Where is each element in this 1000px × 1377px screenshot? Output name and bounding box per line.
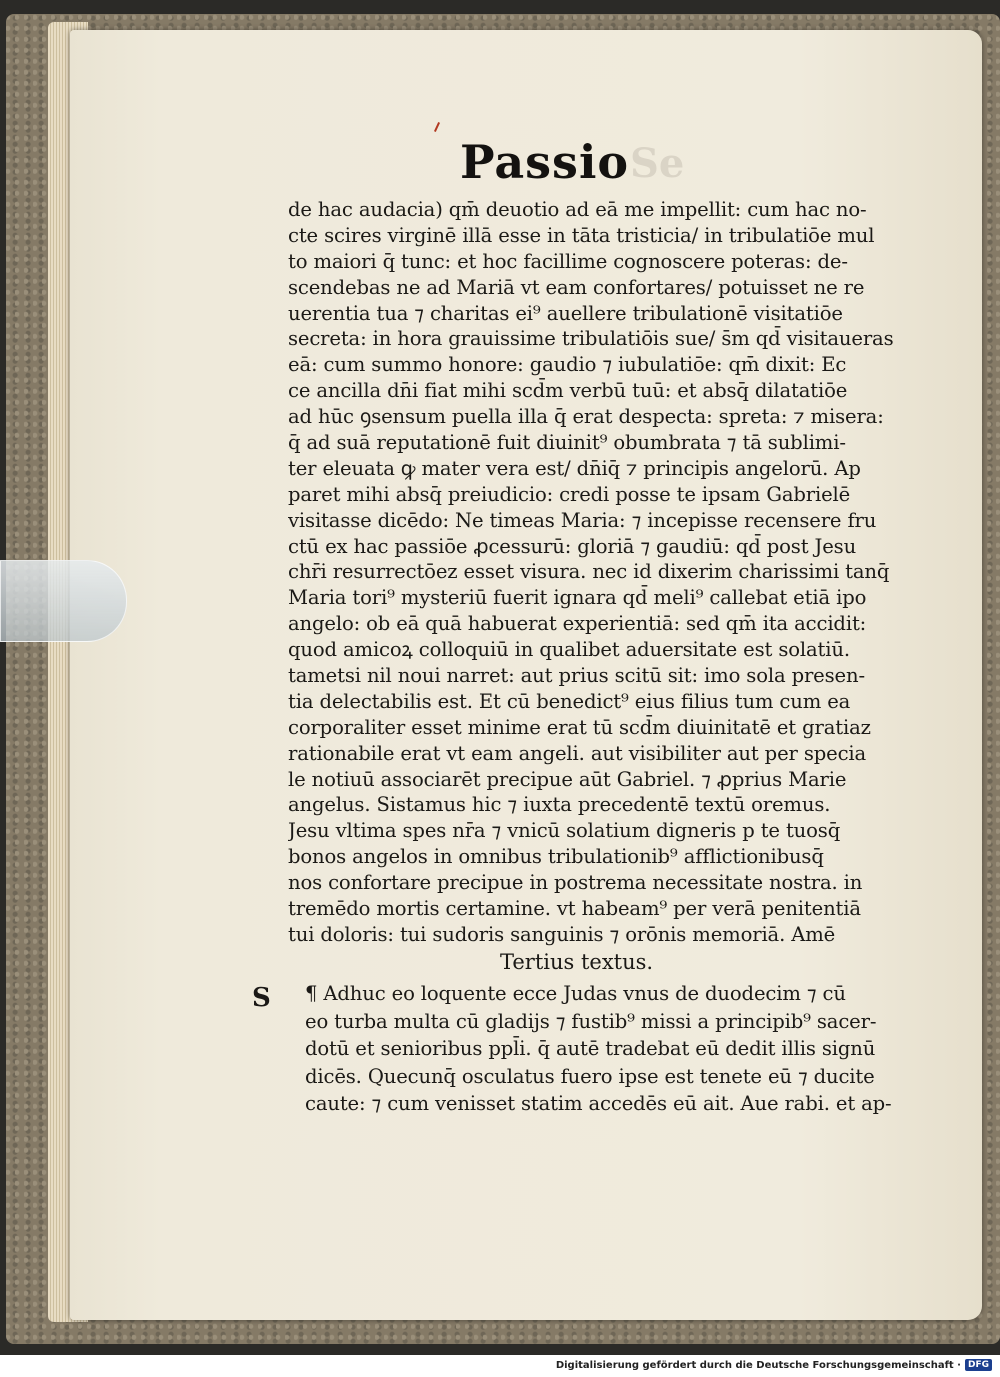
text-line: angelo: ob eā quā habuerat experientiā: sed qm̄ ita accidit:	[288, 612, 867, 636]
text-line: paret mihi absq̄ preiudicio: credi posse te ipsam Gabrielē	[288, 482, 851, 506]
dfg-logo: DFG	[965, 1359, 992, 1371]
text-line: dotū et senioribus ppl̄i. q̄ autē tradebat eū dedit illis signū	[305, 1037, 876, 1060]
main-text-block	[288, 197, 900, 948]
text-line: Jesu vltima spes nr̄a ⁊ vnicū solatium digneris p te tuosq̄	[288, 819, 841, 843]
text-line: tia delectabilis est. Et cū benedict⁹ eius filius tum cum ea	[288, 689, 851, 713]
text-line: eā: cum summo honore: gaudio ⁊ iubulatiōe: qm̄ dixit: Ec	[288, 353, 847, 377]
text-line: quod amicoꝝ colloquiū in qualibet aduersitate est solatiū.	[288, 638, 850, 662]
text-line: le notiuū associarēt precipue aūt Gabriel. ⁊ ꝓprius Marie	[288, 767, 847, 791]
text-line: bonos angelos in omnibus tribulationib⁹ afflictionibusq̄	[288, 845, 824, 869]
show-through-heading: Se	[630, 140, 685, 187]
text-line: angelus. Sistamus hic ⁊ iuxta precedentē textū oremus.	[288, 793, 831, 817]
bookmark-strip	[0, 560, 127, 642]
text-line: ctū ex hac passiōe ꝓcessurū: gloriā ⁊ gaudiū: qd̄ post Jesu	[288, 534, 857, 558]
text-line: secreta: in hora grauissime tribulatiōis sue/ s̄m qd̄ visitaueras	[288, 327, 894, 351]
text-line: eo turba multa cū gladijs ⁊ fustib⁹ missi a principib⁹ sacer-	[305, 1009, 877, 1033]
text-line: ¶ Adhuc eo loquente ecce Judas vnus de duodecim ⁊ cū	[305, 982, 846, 1005]
text-line: ce ancilla dn̄i fiat mihi scd̄m verbū tuū: et absq̄ dilatatiōe	[288, 379, 848, 403]
text-line: tremēdo mortis certamine. vt habeam⁹ per verā penitentiā	[288, 897, 861, 921]
marginal-gloss: S	[252, 983, 271, 1013]
page-heading: Passio	[460, 135, 630, 189]
text-line: dicēs. Quecunq̄ osculatus fuero ipse est tenete eū ⁊ ducite	[305, 1064, 875, 1088]
text-line: ter eleuata ꝙ mater vera est/ dn̄iq̄ ⁊ principis angelorū. Ap	[288, 456, 861, 480]
text-line: tametsi nil noui narret: aut prius scitū sit: imo sola presen-	[288, 664, 865, 688]
text-line: uerentia tua ⁊ charitas ei⁹ auellere tribulationē visitatiōe	[288, 301, 843, 325]
text-line: to maiori q̄ tunc: et hoc facillime cognoscere poteras: de-	[288, 249, 848, 273]
text-line: nos confortare precipue in postrema necessitate nostra. in	[288, 871, 863, 895]
footer-credit: Digitalisierung gefördert durch die Deutsche Forschungsgemeinschaft ·	[555, 1359, 961, 1371]
text-line: Maria tori⁹ mysteriū fuerit ignara qd̄ meli⁹ callebat etiā ipo	[288, 586, 867, 610]
section-title: Tertius textus.	[500, 950, 654, 974]
text-line: scendebas ne ad Mariā vt eam confortares/ potuisset ne re	[288, 275, 865, 299]
text-line: visitasse dicēdo: Ne timeas Maria: ⁊ incepisse recensere fru	[288, 508, 877, 532]
text-line: q̄ ad suā reputationē fuit diuinit⁹ obumbrata ⁊ tā sublimi-	[288, 431, 846, 455]
second-text-block	[305, 980, 900, 1118]
text-line: caute: ⁊ cum venisset statim accedēs eū ait. Aue rabi. et ap-	[305, 1092, 892, 1115]
text-line: corporaliter esset minime erat tū scd̄m diuinitatē et gratiaz	[288, 715, 871, 739]
digitization-footer	[556, 1356, 992, 1374]
text-line: rationabile erat vt eam angeli. aut visibiliter aut per specia	[288, 741, 867, 765]
text-line: cte scires virginē illā esse in tāta tristicia/ in tribulatiōe mul	[288, 223, 875, 247]
text-line: tui doloris: tui sudoris sanguinis ⁊ orōnis memoriā. Amē	[288, 922, 836, 946]
text-line: chr̄i resurrectōez esset visura. nec id dixerim charissimi tanq̄	[288, 560, 890, 584]
text-line: de hac audacia) qm̄ deuotio ad eā me impellit: cum hac no-	[288, 198, 867, 221]
text-line: ad hūc ꝯsensum puella illa q̄ erat despecta: spreta: ⁊ misera:	[288, 405, 884, 429]
